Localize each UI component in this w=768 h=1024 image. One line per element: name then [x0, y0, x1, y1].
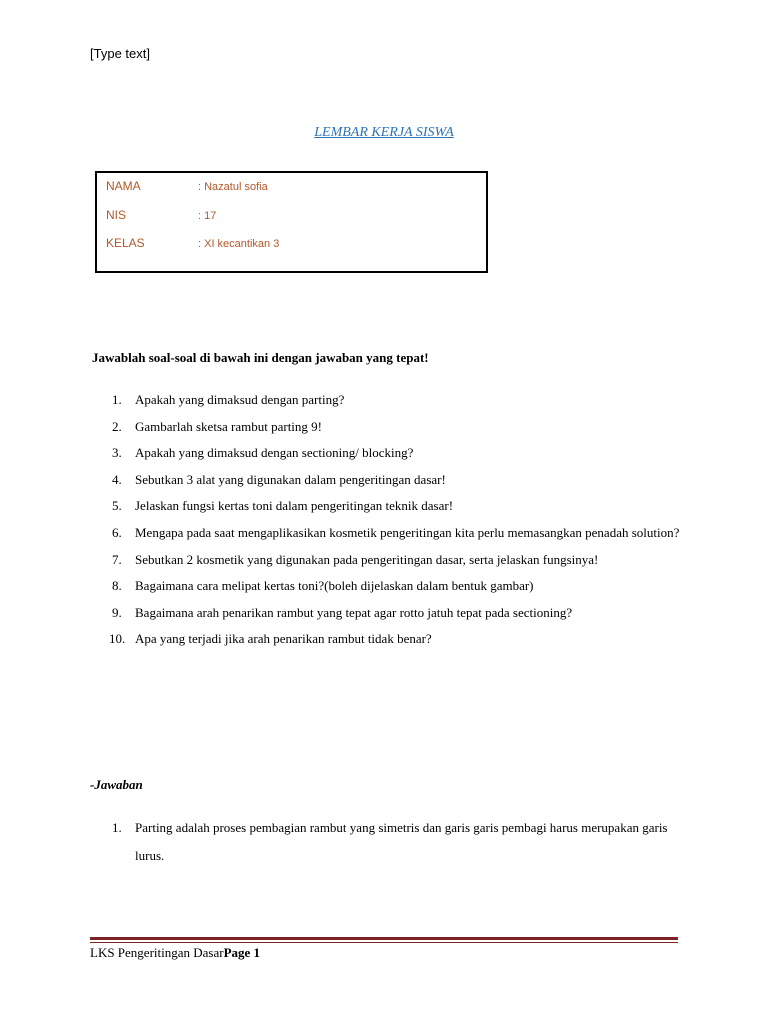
answers-heading: -Jawaban [90, 777, 143, 792]
page-number: Page 1 [223, 945, 261, 960]
item-number: 10. [109, 631, 126, 647]
item-number: 8. [112, 578, 122, 594]
info-row-nis [106, 208, 216, 223]
student-info-box [95, 171, 488, 273]
footer-divider [90, 942, 678, 943]
item-number: 6. [112, 524, 122, 540]
list-item [92, 440, 692, 467]
list-item [92, 814, 672, 870]
info-value: : Nazatul sofia [198, 181, 268, 193]
list-item [92, 387, 692, 414]
question-text: Jelaskan fungsi kertas toni dalam pengeritingan teknik dasar! [135, 498, 454, 514]
answer-list [92, 814, 672, 870]
question-text: Apa yang terjadi jika arah penarikan rambut tidak benar? [135, 631, 432, 647]
info-row-kelas [106, 236, 279, 251]
question-text: Sebutkan 2 kosmetik yang digunakan pada pengeritingan dasar, serta jelaskan fungsinya! [135, 551, 599, 567]
question-text: Sebutkan 3 alat yang digunakan dalam pengeritingan dasar! [135, 471, 446, 487]
question-text: Apakah yang dimaksud dengan parting? [135, 392, 345, 407]
info-label: NIS [106, 208, 127, 222]
info-value: : XI kecantikan 3 [198, 238, 280, 250]
question-list [92, 387, 692, 653]
question-text: Gambarlah sketsa rambut parting 9! [135, 418, 322, 434]
question-text: Bagaimana arah penarikan rambut yang tepat agar rotto jatuh tepat pada sectioning? [135, 604, 573, 620]
answer-text: Parting adalah proses pembagian rambut yang simetris dan garis garis pembagi harus merupakan garis lurus. [135, 820, 668, 863]
item-number: 1. [112, 820, 122, 835]
list-item [92, 414, 692, 441]
instruction-heading: Jawablah soal-soal di bawah ini dengan jawaban yang tepat! [92, 350, 429, 365]
item-number: 9. [112, 604, 122, 620]
item-number: 1. [112, 392, 122, 407]
question-text: Bagaimana cara melipat kertas toni?(boleh dijelaskan dalam bentuk gambar) [135, 578, 534, 594]
item-number: 7. [112, 551, 122, 567]
item-number: 3. [112, 445, 122, 461]
list-item [92, 467, 692, 494]
list-item [92, 493, 692, 520]
info-label: NAMA [106, 179, 141, 193]
footer-title: LKS Pengeritingan Dasar [90, 945, 224, 960]
item-number: 2. [112, 418, 122, 434]
info-row-nama [106, 179, 268, 194]
list-item [92, 520, 692, 547]
question-text: Mengapa pada saat mengaplikasikan kosmetik pengeritingan kita perlu memasangkan penadah solution? [135, 524, 680, 540]
page-footer [90, 945, 260, 961]
list-item [92, 547, 692, 574]
document-title: LEMBAR KERJA SISWA [314, 125, 454, 140]
footer-divider [90, 937, 678, 940]
question-text: Apakah yang dimaksud dengan sectioning/ blocking? [135, 445, 414, 461]
item-number: 5. [112, 498, 122, 514]
list-item [92, 626, 692, 653]
header-placeholder: [Type text] [90, 46, 150, 61]
info-value: : 17 [198, 210, 217, 222]
list-item [92, 600, 692, 627]
list-item [92, 573, 692, 600]
item-number: 4. [112, 471, 122, 487]
info-label: KELAS [106, 236, 145, 250]
